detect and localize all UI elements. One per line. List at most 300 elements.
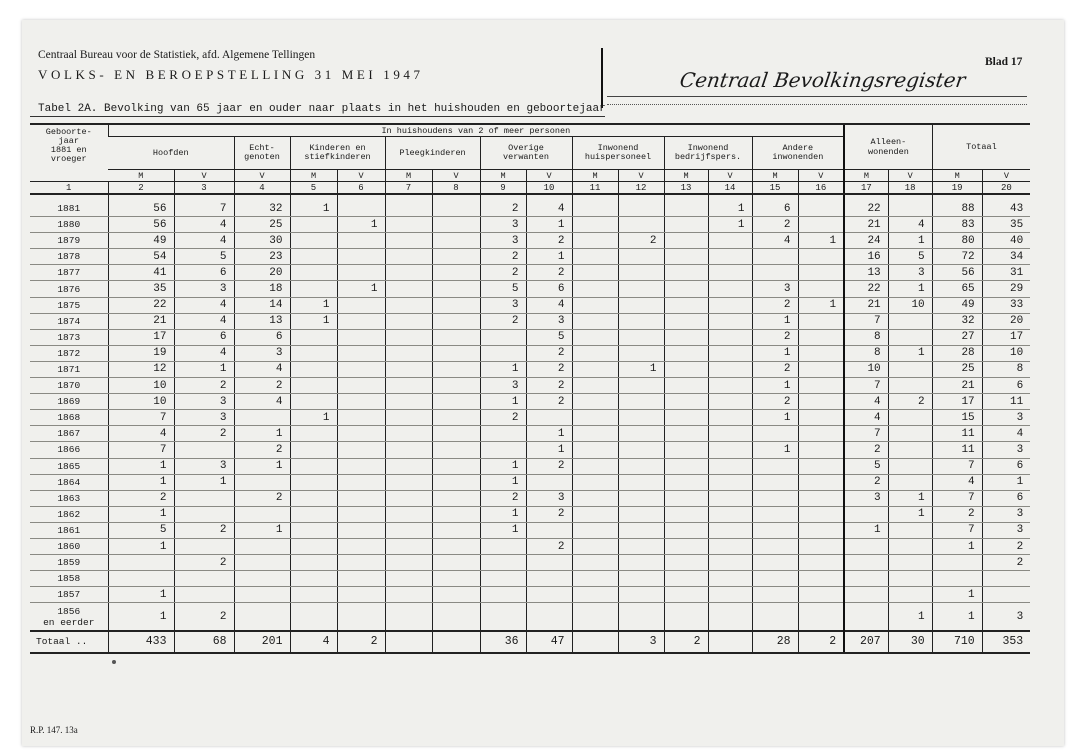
birth-year: 1871 xyxy=(30,361,108,377)
count-cell xyxy=(664,249,708,265)
count-cell xyxy=(618,265,664,281)
count-cell: 14 xyxy=(234,297,290,313)
count-cell xyxy=(337,442,385,458)
count-cell xyxy=(337,490,385,506)
count-cell: 20 xyxy=(234,265,290,281)
count-cell: 1 xyxy=(888,281,932,297)
count-cell xyxy=(932,555,982,571)
birth-year: 1868 xyxy=(30,410,108,426)
count-cell: 4 xyxy=(752,233,798,249)
count-cell xyxy=(290,458,337,474)
count-cell xyxy=(618,442,664,458)
count-cell: 1 xyxy=(844,522,888,538)
count-cell xyxy=(752,490,798,506)
count-cell xyxy=(290,361,337,377)
count-cell xyxy=(844,603,888,631)
column-number: 15 xyxy=(752,182,798,195)
count-cell: 2 xyxy=(752,297,798,313)
total-cell: 201 xyxy=(234,631,290,653)
count-cell: 1 xyxy=(337,217,385,233)
birth-year: 1873 xyxy=(30,329,108,345)
birth-year: 1859 xyxy=(30,555,108,571)
count-cell xyxy=(708,442,752,458)
count-cell: 5 xyxy=(526,329,572,345)
count-cell: 1 xyxy=(108,538,174,554)
count-cell xyxy=(290,378,337,394)
count-cell: 21 xyxy=(932,378,982,394)
ink-speck xyxy=(112,660,116,664)
count-cell: 2 xyxy=(526,394,572,410)
count-cell: 1 xyxy=(752,378,798,394)
count-cell xyxy=(708,233,752,249)
count-cell xyxy=(708,281,752,297)
count-cell: 65 xyxy=(932,281,982,297)
count-cell xyxy=(480,538,526,554)
header-dotted-rule xyxy=(607,104,1027,105)
count-cell xyxy=(798,201,844,217)
total-cell: 710 xyxy=(932,631,982,653)
count-cell: 1 xyxy=(526,217,572,233)
count-cell: 1 xyxy=(888,506,932,522)
count-cell xyxy=(618,249,664,265)
count-cell xyxy=(290,522,337,538)
handwritten-register-title: Centraal Bevolkingsregister xyxy=(678,68,967,92)
birth-year: 1857 xyxy=(30,587,108,603)
category-header: Pleegkinderen xyxy=(385,137,480,170)
table-row xyxy=(30,233,1030,249)
count-cell xyxy=(752,265,798,281)
count-cell: 1 xyxy=(108,603,174,631)
count-cell: 28 xyxy=(932,345,982,361)
count-cell: 1 xyxy=(752,410,798,426)
count-cell xyxy=(385,313,432,329)
count-cell xyxy=(572,603,618,631)
count-cell: 4 xyxy=(234,361,290,377)
count-cell xyxy=(664,361,708,377)
count-cell xyxy=(572,265,618,281)
count-cell xyxy=(385,249,432,265)
count-cell: 1 xyxy=(752,442,798,458)
count-cell: 7 xyxy=(108,410,174,426)
count-cell xyxy=(337,538,385,554)
count-cell xyxy=(888,474,932,490)
total-cell: 30 xyxy=(888,631,932,653)
birth-year: 1875 xyxy=(30,297,108,313)
count-cell: 1 xyxy=(526,442,572,458)
count-cell: 1 xyxy=(234,458,290,474)
count-cell xyxy=(337,458,385,474)
count-cell: 54 xyxy=(108,249,174,265)
count-cell xyxy=(108,555,174,571)
count-cell: 6 xyxy=(982,378,1030,394)
count-cell xyxy=(888,458,932,474)
birth-year: 1864 xyxy=(30,474,108,490)
count-cell xyxy=(798,313,844,329)
count-cell xyxy=(618,426,664,442)
count-cell xyxy=(888,329,932,345)
count-cell xyxy=(798,249,844,265)
count-cell: 2 xyxy=(618,233,664,249)
count-cell: 2 xyxy=(480,313,526,329)
header-divider xyxy=(601,48,603,108)
count-cell xyxy=(932,571,982,587)
count-cell xyxy=(618,603,664,631)
count-cell xyxy=(888,587,932,603)
count-cell: 2 xyxy=(526,538,572,554)
birth-year: 1880 xyxy=(30,217,108,233)
count-cell xyxy=(432,426,480,442)
count-cell xyxy=(432,361,480,377)
total-cell xyxy=(432,631,480,653)
count-cell xyxy=(618,410,664,426)
count-cell: 11 xyxy=(932,426,982,442)
sex-label: M xyxy=(572,170,618,182)
count-cell xyxy=(664,442,708,458)
count-cell xyxy=(385,217,432,233)
count-cell: 1 xyxy=(708,217,752,233)
count-cell: 23 xyxy=(234,249,290,265)
category-header: Andere inwonenden xyxy=(752,137,844,170)
count-cell xyxy=(888,313,932,329)
count-cell xyxy=(708,313,752,329)
count-cell xyxy=(337,313,385,329)
count-cell xyxy=(708,474,752,490)
count-cell: 7 xyxy=(844,426,888,442)
count-cell: 3 xyxy=(174,394,234,410)
count-cell: 1 xyxy=(480,522,526,538)
count-cell xyxy=(844,538,888,554)
category-header: Inwonend bedrijfspers. xyxy=(664,137,752,170)
total-cell xyxy=(708,631,752,653)
sex-label: V xyxy=(798,170,844,182)
count-cell: 1 xyxy=(798,233,844,249)
sex-label: V xyxy=(888,170,932,182)
count-cell xyxy=(664,522,708,538)
count-cell xyxy=(664,378,708,394)
count-cell xyxy=(432,233,480,249)
count-cell: 3 xyxy=(982,522,1030,538)
count-cell: 2 xyxy=(234,378,290,394)
count-cell xyxy=(708,506,752,522)
count-cell: 21 xyxy=(844,217,888,233)
column-number: 18 xyxy=(888,182,932,195)
count-cell xyxy=(234,587,290,603)
count-cell xyxy=(108,571,174,587)
count-cell xyxy=(385,345,432,361)
count-cell xyxy=(174,587,234,603)
count-cell: 56 xyxy=(932,265,982,281)
count-cell xyxy=(982,587,1030,603)
count-cell xyxy=(572,587,618,603)
column-number: 20 xyxy=(982,182,1030,195)
count-cell xyxy=(708,571,752,587)
count-cell: 3 xyxy=(982,506,1030,522)
count-cell: 30 xyxy=(234,233,290,249)
count-cell: 2 xyxy=(932,506,982,522)
count-cell: 10 xyxy=(108,394,174,410)
count-cell: 17 xyxy=(108,329,174,345)
count-cell xyxy=(752,249,798,265)
total-cell xyxy=(385,631,432,653)
count-cell: 6 xyxy=(174,329,234,345)
count-cell xyxy=(337,522,385,538)
count-cell: 22 xyxy=(844,201,888,217)
count-cell xyxy=(290,603,337,631)
count-cell xyxy=(798,538,844,554)
count-cell xyxy=(480,442,526,458)
count-cell: 1 xyxy=(174,361,234,377)
count-cell xyxy=(618,297,664,313)
sex-label: M xyxy=(844,170,888,182)
count-cell xyxy=(432,378,480,394)
count-cell: 3 xyxy=(174,410,234,426)
count-cell xyxy=(572,474,618,490)
sex-label: V xyxy=(708,170,752,182)
count-cell: 2 xyxy=(526,458,572,474)
count-cell xyxy=(432,313,480,329)
count-cell xyxy=(290,474,337,490)
count-cell xyxy=(385,571,432,587)
count-cell xyxy=(174,538,234,554)
count-cell xyxy=(618,394,664,410)
birth-year: 1879 xyxy=(30,233,108,249)
count-cell xyxy=(385,587,432,603)
sex-label: M xyxy=(385,170,432,182)
count-cell: 1 xyxy=(337,281,385,297)
count-cell: 7 xyxy=(932,522,982,538)
count-cell xyxy=(798,490,844,506)
count-cell: 6 xyxy=(526,281,572,297)
count-cell xyxy=(290,233,337,249)
count-cell xyxy=(844,571,888,587)
count-cell xyxy=(798,426,844,442)
count-cell xyxy=(798,265,844,281)
count-cell xyxy=(432,474,480,490)
count-cell xyxy=(432,458,480,474)
count-cell xyxy=(572,329,618,345)
count-cell: 2 xyxy=(752,217,798,233)
count-cell xyxy=(290,490,337,506)
count-cell xyxy=(618,538,664,554)
count-cell: 6 xyxy=(982,490,1030,506)
count-cell: 3 xyxy=(480,233,526,249)
count-cell xyxy=(234,603,290,631)
count-cell: 1 xyxy=(932,587,982,603)
count-cell xyxy=(888,522,932,538)
table-row xyxy=(30,587,1030,603)
count-cell xyxy=(337,587,385,603)
count-cell xyxy=(618,281,664,297)
birth-year: 1881 xyxy=(30,201,108,217)
count-cell: 40 xyxy=(982,233,1030,249)
count-cell xyxy=(664,603,708,631)
column-number: 12 xyxy=(618,182,664,195)
count-cell xyxy=(798,603,844,631)
total-cell: 68 xyxy=(174,631,234,653)
count-cell xyxy=(664,474,708,490)
birth-year: 1872 xyxy=(30,345,108,361)
count-cell xyxy=(888,571,932,587)
category-header: Hoofden xyxy=(108,137,234,170)
count-cell xyxy=(752,587,798,603)
count-cell: 21 xyxy=(108,313,174,329)
count-cell: 4 xyxy=(932,474,982,490)
count-cell xyxy=(385,297,432,313)
count-cell xyxy=(337,410,385,426)
count-cell xyxy=(982,571,1030,587)
count-cell: 11 xyxy=(932,442,982,458)
count-cell: 83 xyxy=(932,217,982,233)
count-cell: 1 xyxy=(708,201,752,217)
count-cell xyxy=(572,490,618,506)
total-cell: 3 xyxy=(618,631,664,653)
count-cell xyxy=(337,571,385,587)
count-cell xyxy=(572,538,618,554)
count-cell xyxy=(385,442,432,458)
sex-label: M xyxy=(290,170,337,182)
category-header: Overige verwanten xyxy=(480,137,572,170)
count-cell: 56 xyxy=(108,201,174,217)
count-cell xyxy=(798,378,844,394)
count-cell xyxy=(526,587,572,603)
column-number: 5 xyxy=(290,182,337,195)
count-cell xyxy=(432,265,480,281)
count-cell xyxy=(290,394,337,410)
count-cell xyxy=(752,571,798,587)
count-cell: 4 xyxy=(526,201,572,217)
count-cell: 2 xyxy=(752,329,798,345)
count-cell xyxy=(174,442,234,458)
count-cell xyxy=(844,587,888,603)
count-cell xyxy=(798,442,844,458)
count-cell xyxy=(664,265,708,281)
count-cell xyxy=(664,571,708,587)
count-cell xyxy=(432,490,480,506)
count-cell xyxy=(385,458,432,474)
birth-year: 1860 xyxy=(30,538,108,554)
count-cell: 1 xyxy=(526,249,572,265)
count-cell xyxy=(798,458,844,474)
count-cell xyxy=(337,249,385,265)
count-cell xyxy=(572,361,618,377)
count-cell: 31 xyxy=(982,265,1030,281)
count-cell xyxy=(844,506,888,522)
count-cell xyxy=(888,378,932,394)
count-cell: 25 xyxy=(234,217,290,233)
count-cell: 2 xyxy=(526,233,572,249)
count-cell xyxy=(798,281,844,297)
count-cell xyxy=(708,522,752,538)
count-cell: 1 xyxy=(480,506,526,522)
count-cell xyxy=(480,555,526,571)
count-cell: 1 xyxy=(174,474,234,490)
count-cell xyxy=(385,410,432,426)
count-cell xyxy=(385,490,432,506)
count-cell xyxy=(337,506,385,522)
total-label: Totaal .. xyxy=(30,631,108,653)
count-cell: 1 xyxy=(888,233,932,249)
table-row xyxy=(30,522,1030,538)
count-cell: 2 xyxy=(844,442,888,458)
count-cell xyxy=(798,587,844,603)
header-rule xyxy=(607,96,1027,97)
count-cell xyxy=(664,345,708,361)
count-cell: 1 xyxy=(480,474,526,490)
count-cell: 49 xyxy=(932,297,982,313)
count-cell xyxy=(798,394,844,410)
spacer-row xyxy=(30,194,1030,201)
count-cell: 8 xyxy=(844,329,888,345)
count-cell xyxy=(752,603,798,631)
total-row xyxy=(30,631,1030,653)
count-cell: 7 xyxy=(108,442,174,458)
count-cell xyxy=(572,571,618,587)
column-number: 8 xyxy=(432,182,480,195)
count-cell xyxy=(618,313,664,329)
count-cell xyxy=(385,426,432,442)
column-number: 19 xyxy=(932,182,982,195)
count-cell xyxy=(798,506,844,522)
count-cell xyxy=(337,265,385,281)
count-cell: 7 xyxy=(932,490,982,506)
count-cell xyxy=(526,410,572,426)
count-cell: 13 xyxy=(234,313,290,329)
count-cell xyxy=(290,329,337,345)
title-rule xyxy=(30,116,605,117)
column-number: 3 xyxy=(174,182,234,195)
column-number: 9 xyxy=(480,182,526,195)
count-cell: 19 xyxy=(108,345,174,361)
birth-year: 1869 xyxy=(30,394,108,410)
count-cell: 10 xyxy=(108,378,174,394)
birth-year: 1861 xyxy=(30,522,108,538)
count-cell xyxy=(664,506,708,522)
count-cell: 1 xyxy=(290,410,337,426)
column-number: 6 xyxy=(337,182,385,195)
count-cell: 32 xyxy=(234,201,290,217)
table-row xyxy=(30,506,1030,522)
count-cell: 1 xyxy=(888,490,932,506)
table-row xyxy=(30,265,1030,281)
count-cell xyxy=(708,603,752,631)
count-cell xyxy=(432,571,480,587)
column-number: 4 xyxy=(234,182,290,195)
count-cell xyxy=(432,587,480,603)
birth-year: 1858 xyxy=(30,571,108,587)
count-cell xyxy=(708,265,752,281)
count-cell: 1 xyxy=(290,297,337,313)
count-cell xyxy=(618,506,664,522)
count-cell: 1 xyxy=(888,345,932,361)
census-title: VOLKS- EN BEROEPSTELLING 31 MEI 1947 xyxy=(38,67,424,82)
count-cell xyxy=(432,555,480,571)
count-cell: 8 xyxy=(844,345,888,361)
count-cell: 8 xyxy=(982,361,1030,377)
count-cell xyxy=(618,329,664,345)
count-cell: 17 xyxy=(982,329,1030,345)
count-cell xyxy=(664,587,708,603)
count-cell: 1 xyxy=(290,313,337,329)
count-cell xyxy=(664,329,708,345)
count-cell xyxy=(432,281,480,297)
table-row xyxy=(30,345,1030,361)
count-cell xyxy=(290,281,337,297)
count-cell xyxy=(752,555,798,571)
total-cell: 28 xyxy=(752,631,798,653)
count-cell xyxy=(618,555,664,571)
count-cell xyxy=(290,587,337,603)
count-cell: 34 xyxy=(982,249,1030,265)
